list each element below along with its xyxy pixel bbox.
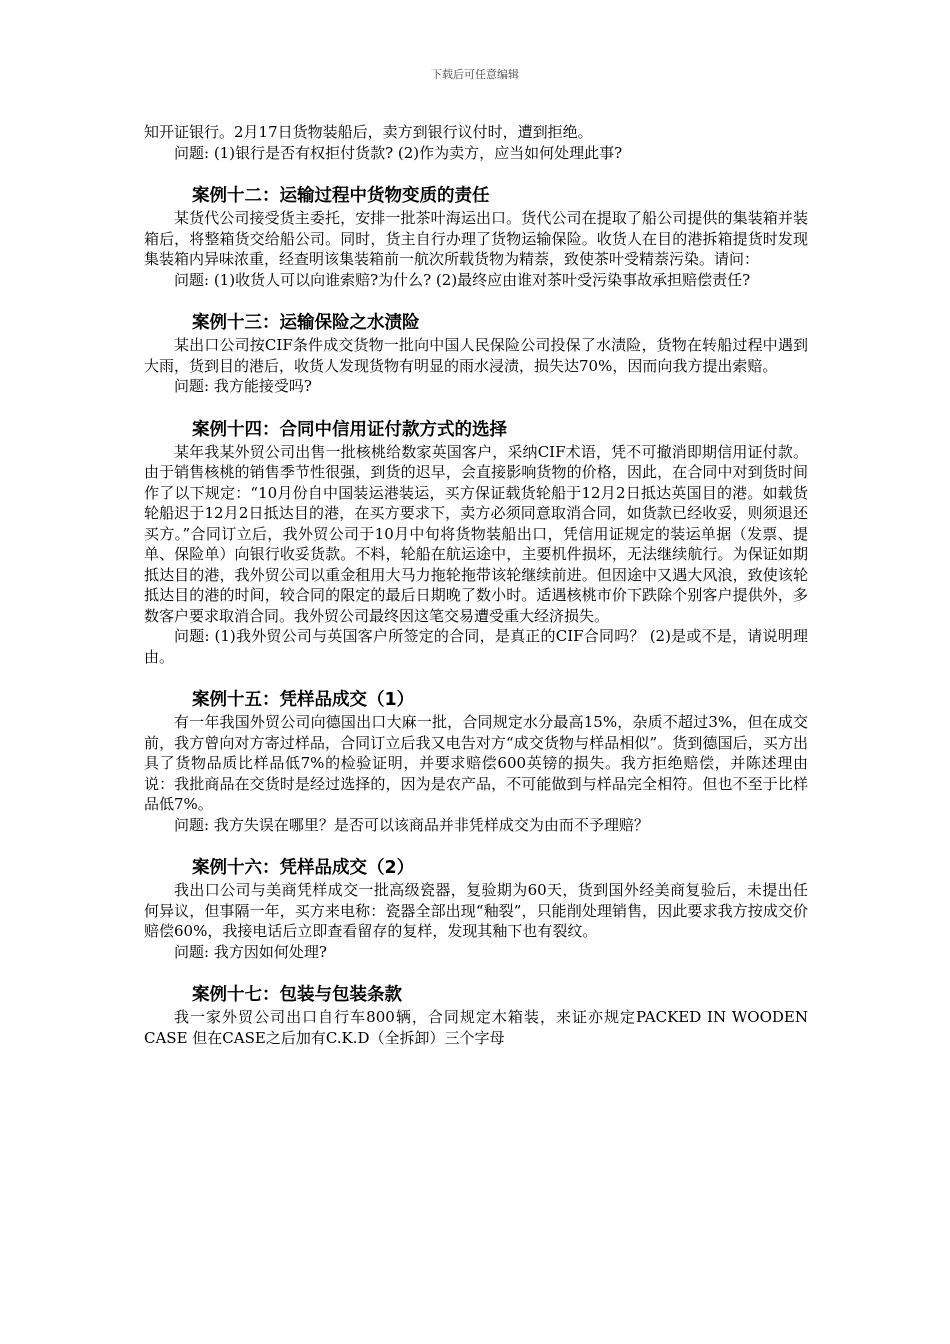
case-15-question: 问题: 我方失误在哪里？是否可以该商品并非凭样成交为由而不予理赔？ [174,815,649,834]
intro-question: 问题: (1)银行是否有权拒付货款? (2)作为卖方，应当如何处理此事? [174,143,623,162]
case-14-body: 某年我某外贸公司出售一批核桃给数家英国客户，采纳CIF术语，凭不可撤消即期信用证付款。由于销售核桃的销售季节性很强，到货的迟早，会直接影响货物的价格，因此，在合同中对到货时间作了以下规定：“10月份自中国装运港装运，买方保证载货轮船于12月2日抵达英国目的港。如载货轮船迟于12月2日抵达目的港，在买方要求下，卖方必须同意取消合同，如货款已经收妥，则须退还买方。”合同订立后，我外贸公司于10月中旬将货物装船出口，凭信用证规定的装运单据（发票、提单、保险单）向银行收妥货款。不料，轮船在航运途中，主要机件损坏，无法继续航行。为保证如期抵达目的港，我外贸公司以重金租用大马力拖轮拖带该轮继续前进。但因途中又遇大风浪，致使该轮抵达目的港的时间，较合同的限定的最后日期晚了数小时。适遇核桃市价下跌除个别客户提供外，多数客户要求取消合同。我外贸公司最终因这笔交易遭受重大经济损失。 [144,442,808,625]
case-17-body: 我一家外贸公司出口自行车800辆，合同规定木箱装，来证亦规定PACKED IN WOODEN CASE 但在CASE之后加有C.K.D（全拆卸）三个字母 [144,1008,808,1047]
case-16-question: 问题: 我方因如何处理? [174,942,327,961]
intro-paragraph: 知开证银行。2月17日货物装船后，卖方到银行议付时，遭到拒绝。 [144,123,593,141]
case-15-title: 案例十五：凭样品成交（1） [192,690,415,710]
case-14-title: 案例十四：合同中信用证付款方式的选择 [192,419,507,440]
case-12-question: 问题: (1)收货人可以向谁索赔?为什么? (2)最终应由谁对茶叶受污染事故承担赔偿责任? [174,270,751,289]
case-17-title: 案例十七：包装与包装条款 [192,985,402,1005]
case-13-question: 问题: 我方能接受吗? [174,377,312,395]
document-body [144,122,808,1048]
case-16-body: 我出口公司与美商凭样成交一批高级瓷器，复验期为60天，货到国外经美商复验后，未提出任何异议，但事隔一年，买方来电称：瓷器全部出现“釉裂”，只能削处理销售，因此要求我方按成交价赔偿60%，我接电话后立即查看留存的复样，发现其釉下也有裂纹。 [144,881,808,940]
case-12-body: 某货代公司接受货主委托，安排一批茶叶海运出口。货代公司在提取了船公司提供的集装箱并装箱后，将整箱货交给船公司。同时，货主自行办理了货物运输保险。收货人在目的港拆箱提货时发现集装箱内异味浓重，经查明该集装箱前一航次所载货物为精萘，致使茶叶受精萘污染。请问： [144,209,808,268]
case-16-title: 案例十六：凭样品成交（2） [192,858,415,878]
page-header: 下载后可任意编辑 [431,68,519,81]
case-14-question: 问题: (1)我外贸公司与英国客户所签定的合同，是真正的CIF合同吗？ (2)是或不是，请说明理由。 [144,627,808,666]
case-12-title: 案例十二：运输过程中货物变质的责任 [192,186,490,206]
case-13-body: 某出口公司按CIF条件成交货物一批向中国人民保险公司投保了水渍险，货物在转船过程中遇到大雨，货到目的港后，收货人发现货物有明显的雨水浸渍，损失达70%，因而向我方提出索赔。 [144,336,808,375]
case-13-title: 案例十三：运输保险之水渍险 [192,313,420,333]
case-15-body: 有一年我国外贸公司向德国出口大麻一批，合同规定水分最高15%，杂质不超过3%，但在成交前，我方曾向对方寄过样品，合同订立后我又电告对方“成交货物与样品相似”。货到德国后，买方出具了货物品质比样品低7%的检验证明，并要求赔偿600英镑的损失。我方拒绝赔偿，并陈述理由说：我批商品在交货时是经过选择的，因为是农产品，不可能做到与样品完全相符。但也不至于比样品低7%。 [144,713,808,813]
